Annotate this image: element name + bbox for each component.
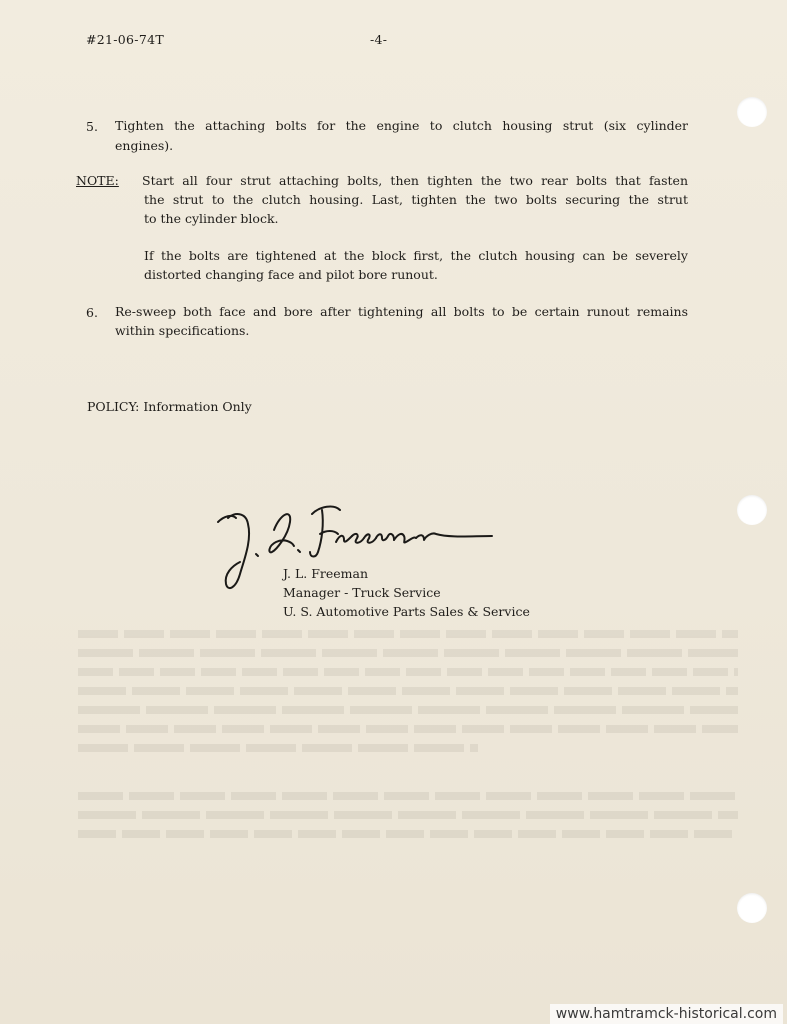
note-text-line: to the cylinder block.	[144, 211, 279, 226]
step-number: 6.	[86, 305, 98, 320]
step-text-line: Tighten the attaching bolts for the engine to clutch housing strut (six cylinder	[115, 118, 688, 133]
note-text-line: the strut to the clutch housing. Last, tighten the two bolts securing the strut	[144, 192, 688, 207]
note-text-line: Start all four strut attaching bolts, then tighten the two rear bolts that fasten	[142, 173, 688, 188]
punch-hole-middle	[737, 495, 767, 525]
step-text-line: Re-sweep both face and bore after tightening all bolts to be certain runout remains	[115, 304, 688, 319]
signatory-organization: U. S. Automotive Parts Sales & Service	[283, 604, 530, 619]
note-label: NOTE:	[76, 173, 119, 188]
website-watermark: www.hamtramck-historical.com	[550, 1004, 783, 1024]
step-number: 5.	[86, 119, 98, 134]
punch-hole-top	[737, 97, 767, 127]
step-text-line: engines).	[115, 138, 174, 153]
note-text-line: distorted changing face and pilot bore runout.	[144, 267, 438, 282]
page-number: -4-	[370, 32, 388, 47]
punch-hole-bottom	[737, 893, 767, 923]
document-number: #21-06-74T	[86, 32, 164, 47]
signatory-title: Manager - Truck Service	[283, 585, 441, 600]
note-text-line: If the bolts are tightened at the block first, the clutch housing can be severely	[144, 248, 688, 263]
step-text-line: within specifications.	[115, 323, 250, 338]
policy-line: POLICY: Information Only	[87, 399, 252, 414]
bleed-through-texture	[78, 630, 738, 838]
signatory-name: J. L. Freeman	[283, 566, 369, 581]
